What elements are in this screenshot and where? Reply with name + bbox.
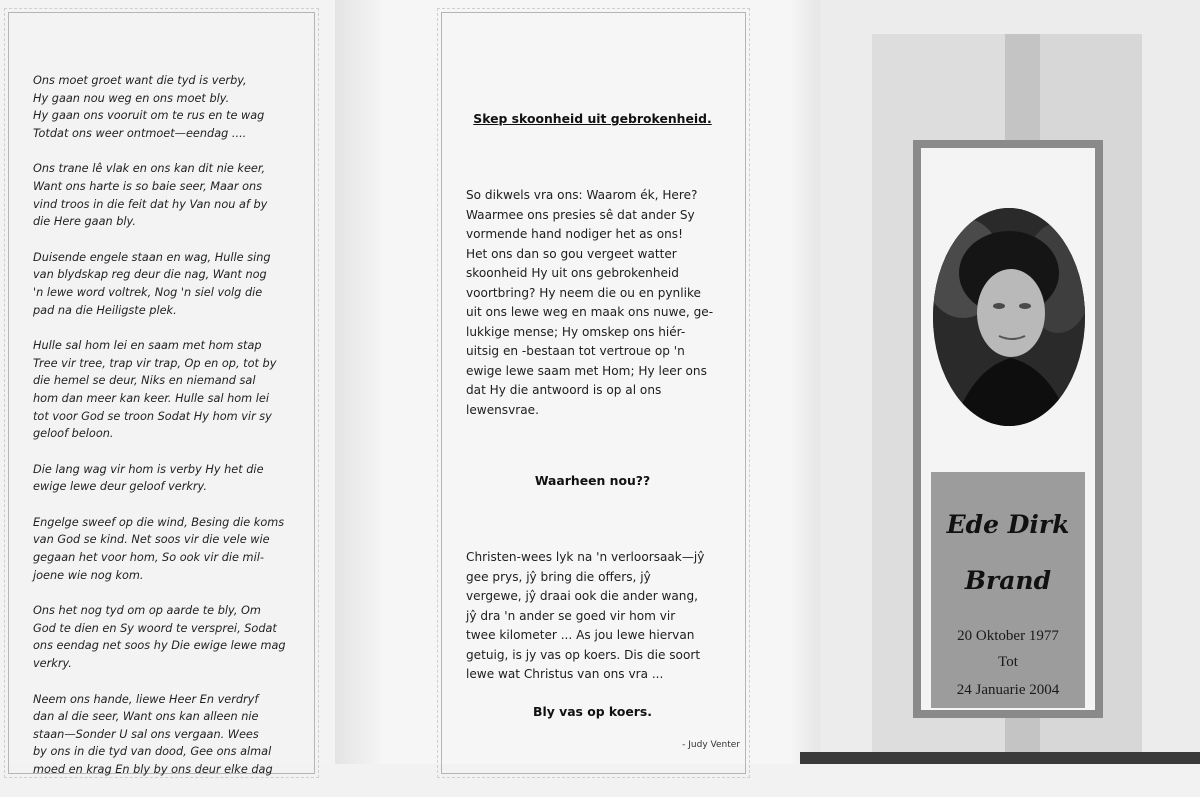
poem-line: Hulle sal hom lei en saam met hom stap	[33, 339, 262, 353]
message-line: getuig, is jy vas op koers. Dis die soort	[466, 647, 701, 662]
message-line: voortbring? Hy neem die ou en pynlike	[466, 285, 701, 300]
poem-line: Engelge sweef op die wind, Besing die koms	[33, 515, 285, 529]
poem-line: Ons het nog tyd om op aarde te bly, Om	[33, 604, 261, 618]
poem-line: van blydskap reg deur die nag, Want nog	[33, 268, 267, 282]
message-line: lewe wat Christus van ons vra ...	[466, 667, 664, 681]
poem-stanza	[33, 461, 295, 496]
poem-line: ons eendag net soos hy Die ewige lewe mag	[33, 639, 286, 653]
poem-line: ewige lewe deur geloof verkry.	[33, 480, 207, 494]
poem-stanza	[33, 72, 295, 142]
poem-line: Want ons harte is so baie seer, Maar ons	[33, 179, 263, 193]
message-line: jŷ dra 'n ander se goed vir hom vir	[466, 608, 676, 623]
message-line: gee prys, jŷ bring die offers, jŷ	[466, 569, 651, 584]
photo-card	[913, 140, 1103, 718]
poem-stanza	[33, 337, 295, 443]
message-heading-2: Waarheen nou??	[534, 473, 651, 488]
poem-line: Tree vir tree, trap vir trap, Op en op, tot by	[33, 356, 277, 370]
poem-line: verkry.	[33, 657, 72, 671]
poem-line: by ons in die tyd van dood, Gee ons almal	[33, 745, 272, 759]
poem-line: Die lang wag vir hom is verby Hy het die	[33, 462, 264, 476]
message-line: twee kilometer ... As jou lewe hiervan	[466, 628, 695, 642]
poem-text	[33, 72, 295, 797]
portrait-image	[933, 208, 1085, 426]
poem-line: Ons moet groet want die tyd is verby,	[33, 74, 247, 87]
poem-stanza	[33, 249, 295, 319]
deceased-last-name: Brand	[964, 566, 1052, 595]
date-separator: Tot	[998, 654, 1018, 670]
message-line: So dikwels vra ons: Waarom ék, Here?	[466, 188, 698, 202]
poem-line: die hemel se deur, Niks en niemand sal	[33, 374, 256, 388]
fold-shadow	[790, 0, 820, 764]
poem-line: Hy gaan ons vooruit om te rus en te wag	[33, 109, 265, 123]
poem-line: tot voor God se troon Sodat Hy hom vir sy	[33, 409, 272, 423]
message-line: uitsig en -bestaan tot vertroue op 'n	[466, 344, 685, 358]
poem-line: Duisende engele staan en wag, Hulle sing	[33, 250, 271, 264]
photo-card-inner	[921, 148, 1095, 710]
message-line: dat Hy die antwoord is op al ons	[466, 383, 662, 397]
message-closing: Bly vas op koers.	[533, 704, 652, 719]
poem-stanza	[33, 602, 295, 672]
message-paragraph-2	[466, 548, 728, 685]
deceased-first-name: Ede Dirk	[946, 510, 1070, 539]
poem-line: Ons trane lê vlak en ons kan dit nie keer,	[33, 162, 266, 176]
poem-line: die Here gaan bly.	[33, 215, 136, 229]
message-line: ewige lewe saam met Hom; Hy leer ons	[466, 363, 707, 378]
message-line: lukkige mense; Hy omskep ons hiér-	[466, 324, 686, 339]
message-line: lewensvrae.	[466, 402, 539, 417]
poem-line: staan—Sonder U sal ons vergaan. Wees	[33, 727, 259, 741]
poem-line: dan al die seer, Want ons kan alleen nie	[33, 710, 259, 724]
poem-line: van God se kind. Net soos vir die vele wie	[33, 533, 270, 547]
poem-line: 'n lewe word voltrek, Nog 'n siel volg die	[33, 285, 263, 299]
poem-line: hom dan meer kan keer. Hulle sal hom lei	[33, 391, 270, 405]
poem-stanza	[33, 514, 295, 584]
message-title: Skep skoonheid uit gebrokenheid.	[473, 111, 712, 126]
message-line: Het ons dan so gou vergeet watter	[466, 246, 677, 261]
death-date: 24 Januarie 2004	[956, 682, 1060, 698]
message-line: skoonheid Hy uit ons gebrokenheid	[466, 266, 679, 280]
poem-stanza	[33, 160, 295, 230]
portrait-photo	[933, 208, 1085, 426]
poem-line: pad na die Heiligste plek.	[33, 303, 177, 317]
poem-line: vind troos in die feit dat hy Van nou af by	[33, 197, 268, 211]
message-line: uit ons lewe weg en maak ons nuwe, ge-	[466, 305, 714, 319]
poem-line: joene wie nog kom.	[33, 568, 144, 582]
poem-line: Neem ons hande, liewe Heer En verdryf	[33, 692, 259, 706]
message-paragraph-1	[466, 186, 728, 420]
birth-date: 20 Oktober 1977	[957, 628, 1059, 644]
name-block	[931, 472, 1085, 708]
poem-line: Hy gaan nou weg en ons moet bly.	[33, 91, 230, 105]
poem-stanza	[33, 691, 295, 779]
scan-edge	[800, 752, 1200, 764]
message-line: Waarmee ons presies sê dat ander Sy	[466, 207, 695, 222]
poem-line: moed en krag En bly by ons deur elke dag	[33, 763, 273, 776]
message-line: vormende hand nodiger het as ons!	[466, 227, 683, 241]
poem-line: geloof beloon.	[33, 427, 114, 441]
message-line: vergewe, jŷ draai ook die ander wang,	[466, 589, 698, 603]
poem-line: Totdat ons weer ontmoet—eendag ....	[33, 126, 247, 140]
poem-line: God te dien en Sy woord te versprei, Sodat	[33, 621, 277, 635]
poem-line: gegaan het voor hom, So ook vir die mil-	[33, 551, 264, 565]
fold-shadow	[335, 0, 380, 764]
message-line: Christen-wees lyk na 'n verloorsaak—jŷ	[466, 550, 705, 564]
message-author: - Judy Venter	[682, 740, 740, 750]
